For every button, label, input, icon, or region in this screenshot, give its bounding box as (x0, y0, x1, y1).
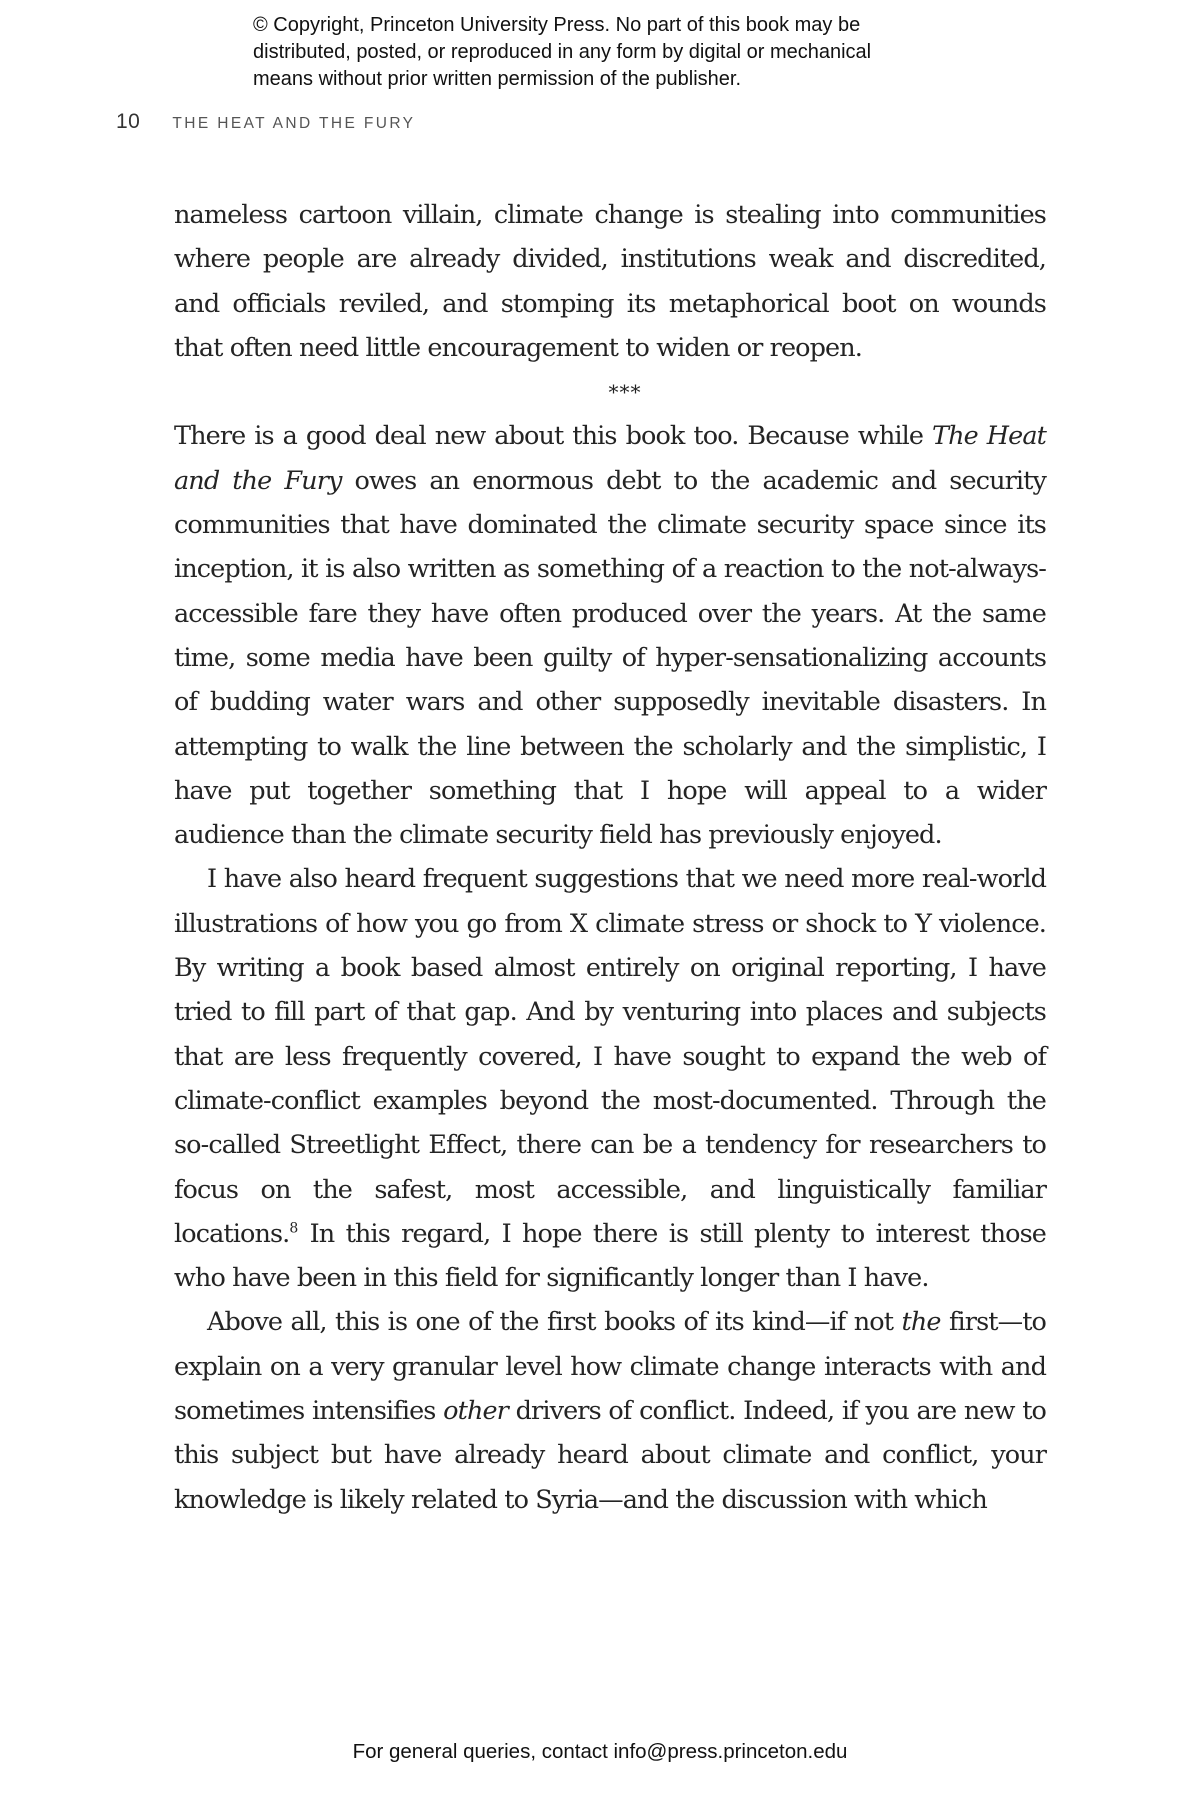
paragraph (174, 414, 1046, 857)
paragraph-text: first—to explain on a very granular level how climate change interacts with and sometimes intensifies (174, 1307, 1047, 1427)
paragraph: nameless cartoon villain, climate change is stealing into communities where people are already divided, institutions weak and discredited, and officials reviled, and stomping its metaphorical boot on wounds that often need little encouragement to widen or reopen. (174, 200, 1046, 363)
footnote-reference[interactable]: 8 (289, 1220, 299, 1237)
paragraph (174, 857, 1046, 1300)
copyright-line: © Copyright, Princeton University Press. No part of this book may be (253, 14, 861, 36)
body-text (174, 193, 1046, 1522)
section-break: *** (608, 380, 642, 405)
paragraph-text: drivers of conflict. Indeed, if you are new to this subject but have already heard about climate and conflict, your knowledge is likely related to Syria—and the discussion with which (174, 1396, 1047, 1515)
book-title: THE HEAT AND THE FURY (172, 115, 416, 132)
paragraph-text: owes an enormous debt to the academic and security communities that have dominated the climate security space since its inception, it is also written as something of a reaction to the not-always-accessible fare they have often produced over the years. At the same time, some media have been guilty of hyper-sensationalizing accounts of budding water wars and other supposedly inevitable disasters. In attempting to walk the line between the scholarly and the simplistic, I have put together something that I hope will appeal to a wider audience than the climate security field has previously enjoyed. (174, 465, 1046, 851)
paragraph-text: In this regard, I hope there is still plenty to interest those who have been in this field for significantly longer than I have. (174, 1218, 1046, 1294)
copyright-notice (253, 12, 1013, 93)
paragraph (174, 1300, 1046, 1521)
copyright-line: means without prior written permission of the publisher. (253, 68, 742, 90)
footer-contact: For general queries, contact info@press.princeton.edu (352, 1740, 848, 1763)
page-number: 10 (116, 110, 141, 133)
book-title-italic: The Heat and the Fury (174, 421, 1046, 496)
paragraph-text: I have also heard frequent suggestions that we need more real-world illustrations of how you go from X climate stress or shock to Y violence. By writing a book based almost entirely on original reporting, I have tried to fill part of that gap. And by venturing into places and subjects that are less frequently covered, I have sought to expand the web of climate-conflict examples beyond the most-documented. Through the so-called Streetlight Effect, there can be a tendency for researchers to focus on the safest, most accessible, and linguistically familiar locations. (174, 864, 1046, 1249)
running-head (116, 110, 415, 138)
emphasis: the (901, 1307, 941, 1338)
copyright-line: distributed, posted, or reproduced in any form by digital or mechanical (253, 41, 872, 63)
paragraph-text: There is a good deal new about this book too. Because while (174, 421, 933, 452)
emphasis: other (443, 1396, 508, 1427)
paragraph-text: Above all, this is one of the first books of its kind—if not (207, 1307, 902, 1338)
